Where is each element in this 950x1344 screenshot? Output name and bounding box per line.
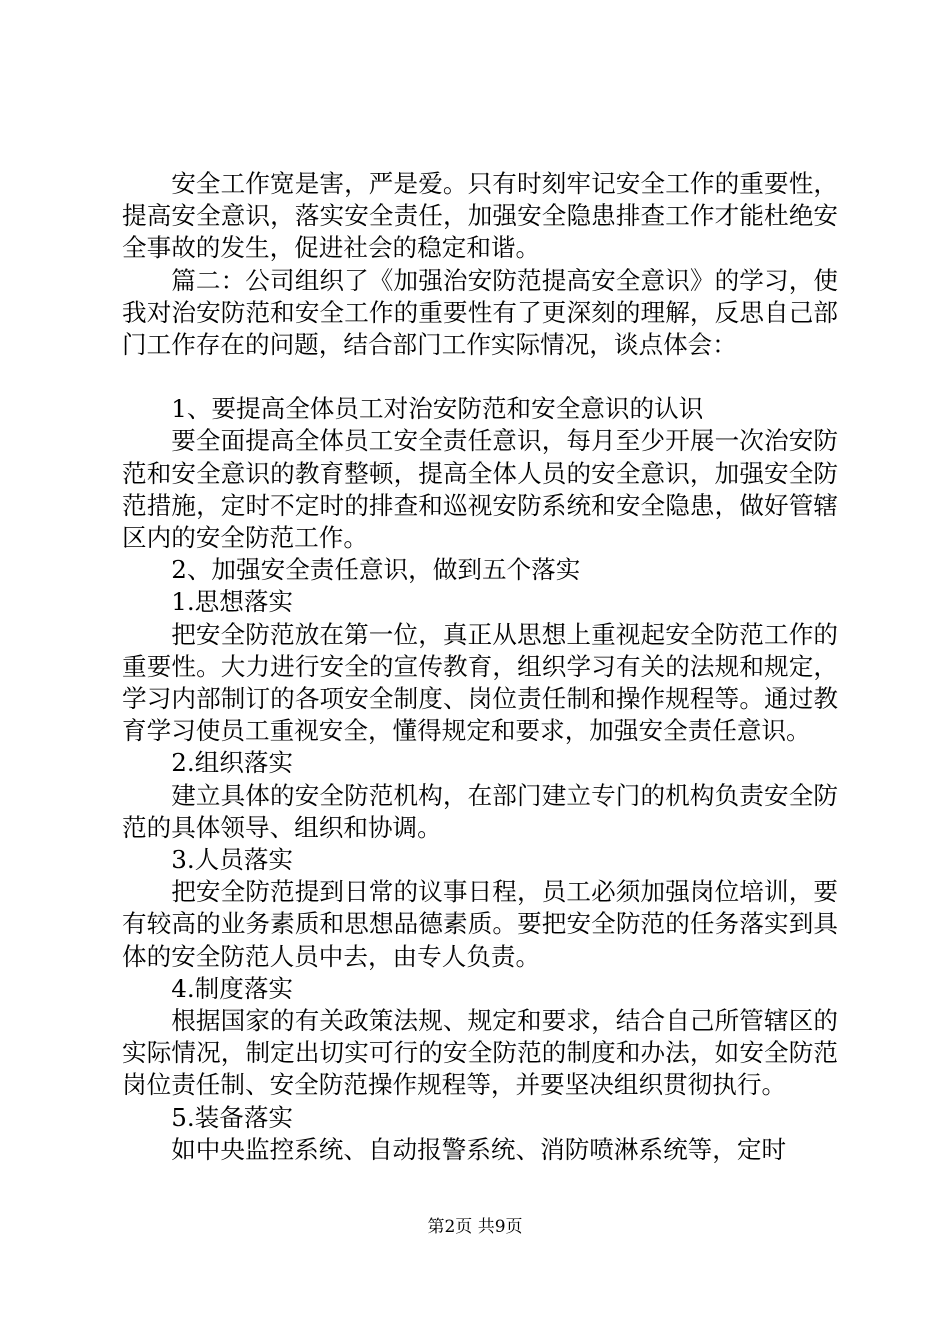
paragraph-safety-intro: 安全工作宽是害，严是爱。只有时刻牢记安全工作的重要性，提高安全意识，落实安全责任，加强安全隐患排查工作才能杜绝安全事故的发生，促进社会的稳定和谐。 <box>122 169 838 263</box>
heading-point-2: 2、加强安全责任意识，做到五个落实 <box>171 555 581 585</box>
subheading-thought: 1.思想落实 <box>171 587 294 617</box>
paragraph-organization: 建立具体的安全防范机构，在部门建立专门的机构负责安全防范的具体领导、组织和协调。 <box>122 780 838 842</box>
paragraph-personnel: 把安全防范提到日常的议事日程，员工必须加强岗位培训，要有较高的业务素质和思想品德素质。要把安全防范的任务落实到具体的安全防范人员中去，由专人负责。 <box>122 877 838 971</box>
page-footer: 第2页 共9页 <box>427 1217 523 1237</box>
subheading-organization: 2.组织落实 <box>171 748 294 778</box>
heading-point-1: 1、要提高全体员工对治安防范和安全意识的认识 <box>171 394 704 424</box>
paragraph-part-two-intro: 篇二：公司组织了《加强治安防范提高安全意识》的学习，使我对治安防范和安全工作的重要性有了更深刻的理解，反思自己部门工作存在的问题，结合部门工作实际情况，谈点体会： <box>122 265 838 360</box>
subheading-personnel: 3.人员落实 <box>171 845 294 875</box>
subheading-equipment: 5.装备落实 <box>171 1102 294 1132</box>
paragraph-system: 根据国家的有关政策法规、规定和要求，结合自己所管辖区的实际情况，制定出切实可行的安全防范的制度和办法，如安全防范岗位责任制、安全防范操作规程等，并要坚决组织贯彻执行。 <box>122 1006 838 1100</box>
document-body <box>122 168 838 1166</box>
subheading-system: 4.制度落实 <box>171 973 294 1003</box>
paragraph-equipment: 如中央监控系统、自动报警系统、消防喷淋系统等，定时 <box>171 1134 787 1164</box>
paragraph-thought: 把安全防范放在第一位，真正从思想上重视起安全防范工作的重要性。大力进行安全的宣传教育，组织学习有关的法规和规定，学习内部制订的各项安全制度、岗位责任制和操作规程等。通过教育学习使员工重视安全，懂得规定和要求，加强安全责任意识。 <box>122 619 838 746</box>
paragraph-point-1: 要全面提高全体员工安全责任意识，每月至少开展一次治安防范和安全意识的教育整顿，提高全体人员的安全意识，加强安全防范措施，定时不定时的排查和巡视安防系统和安全隐患，做好管辖区内的安全防范工作。 <box>122 426 838 553</box>
